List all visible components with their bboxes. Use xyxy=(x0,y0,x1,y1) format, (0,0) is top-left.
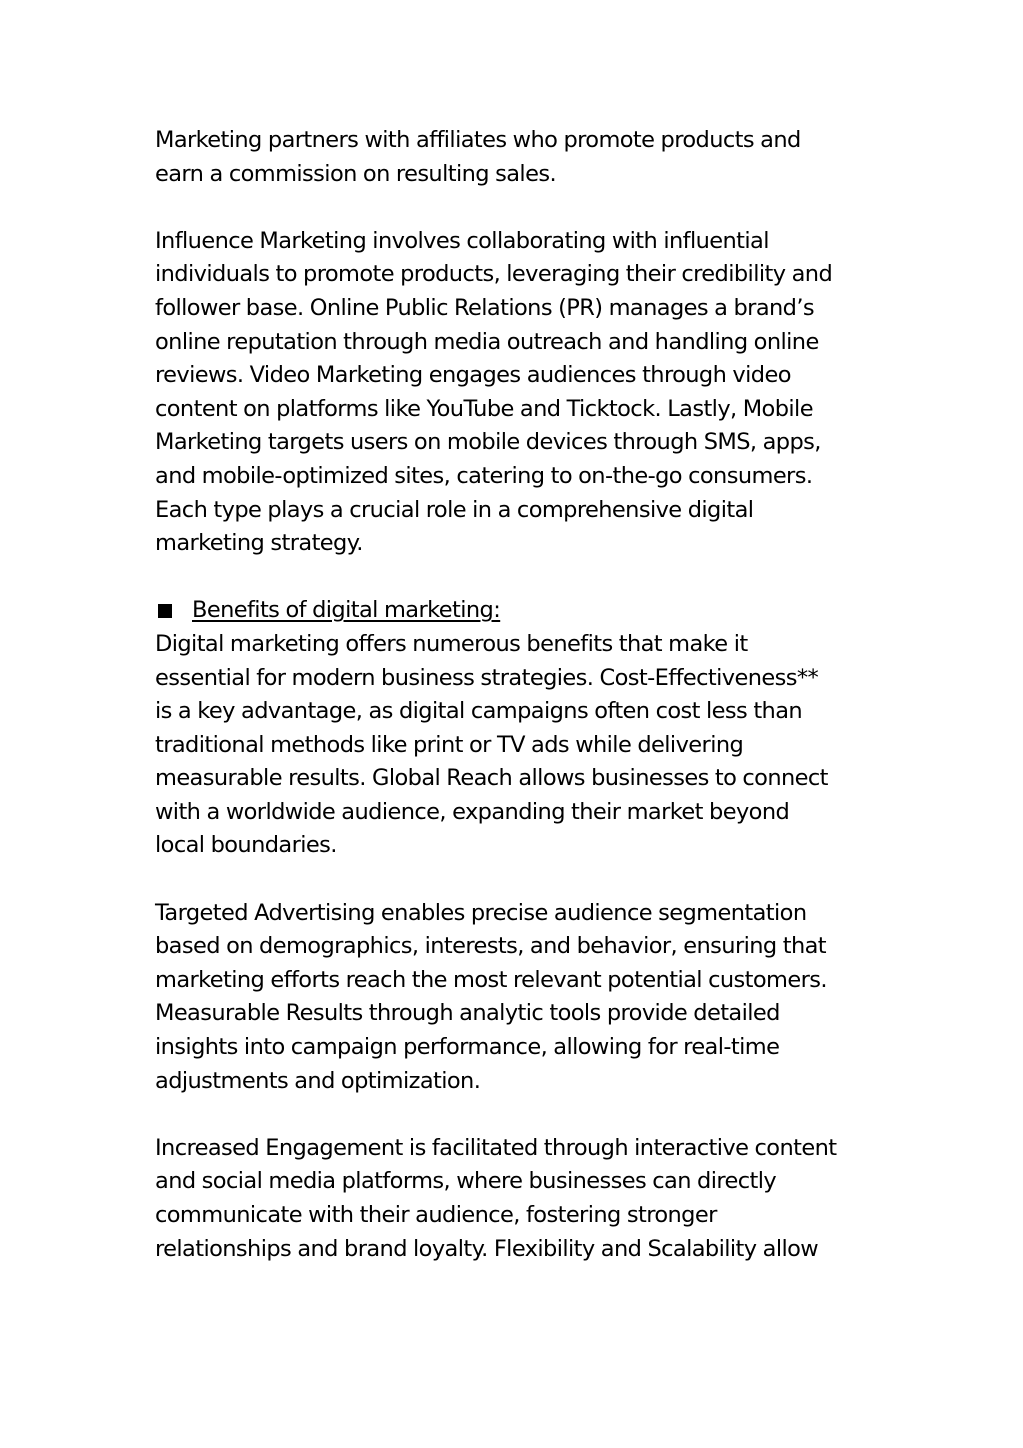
text-line: Influence Marketing involves collaborating with influential xyxy=(155,227,769,254)
text-line: adjustments and optimization. xyxy=(155,1067,481,1094)
text-line: local boundaries. xyxy=(155,832,337,859)
text-line: and social media platforms, where businesses can directly xyxy=(155,1168,777,1195)
black-square-bullet-icon xyxy=(158,604,172,618)
paragraph-spacer xyxy=(155,863,885,897)
paragraph-marketing-types xyxy=(155,225,885,561)
paragraph-spacer xyxy=(155,1098,885,1132)
text-line: Digital marketing offers numerous benefits that make it xyxy=(155,630,748,657)
text-line: is a key advantage, as digital campaigns often cost less than xyxy=(155,698,803,725)
text-line: insights into campaign performance, allowing for real-time xyxy=(155,1034,780,1061)
text-line: based on demographics, interests, and behavior, ensuring that xyxy=(155,933,827,960)
text-line: Marketing partners with affiliates who promote products and xyxy=(155,127,801,153)
document-body xyxy=(155,124,885,1266)
paragraph-benefits-intro xyxy=(155,628,885,863)
paragraph-spacer xyxy=(155,191,885,225)
paragraph-spacer xyxy=(155,561,885,595)
text-line: with a worldwide audience, expanding their market beyond xyxy=(155,798,790,825)
text-line: essential for modern business strategies. Cost-Effectiveness** xyxy=(155,664,819,691)
text-line: Targeted Advertising enables precise audience segmentation xyxy=(155,899,807,926)
text-line: earn a commission on resulting sales. xyxy=(155,160,556,187)
text-line: traditional methods like print or TV ads while delivering xyxy=(155,731,744,758)
text-line: communicate with their audience, fostering stronger xyxy=(155,1202,717,1228)
text-line: individuals to promote products, leveraging their credibility and xyxy=(155,261,833,288)
text-line: online reputation through media outreach and handling online xyxy=(155,328,819,355)
text-line: Measurable Results through analytic tools provide detailed xyxy=(155,1000,780,1027)
paragraph-targeted-advertising xyxy=(155,897,885,1099)
text-line: content on platforms like YouTube and Ticktock. Lastly, Mobile xyxy=(155,395,813,422)
text-line: marketing efforts reach the most relevant potential customers. xyxy=(155,966,827,993)
text-line: follower base. Online Public Relations (PR) manages a brand’s xyxy=(155,294,815,321)
section-heading xyxy=(155,594,885,628)
text-line: Each type plays a crucial role in a comprehensive digital xyxy=(155,496,754,523)
text-line: relationships and brand loyalty. Flexibility and Scalability allow xyxy=(155,1235,819,1262)
text-line: Increased Engagement is facilitated through interactive content xyxy=(155,1134,837,1161)
text-line: Marketing targets users on mobile devices through SMS, apps, xyxy=(155,429,821,456)
text-line: marketing strategy. xyxy=(155,530,363,557)
paragraph-affiliate-marketing xyxy=(155,124,885,191)
paragraph-increased-engagement xyxy=(155,1132,885,1266)
text-line: measurable results. Global Reach allows businesses to connect xyxy=(155,765,828,792)
section-heading-text: Benefits of digital marketing: xyxy=(192,597,501,624)
text-line: reviews. Video Marketing engages audiences through video xyxy=(155,362,791,389)
text-line: and mobile-optimized sites, catering to on-the-go consumers. xyxy=(155,462,813,489)
